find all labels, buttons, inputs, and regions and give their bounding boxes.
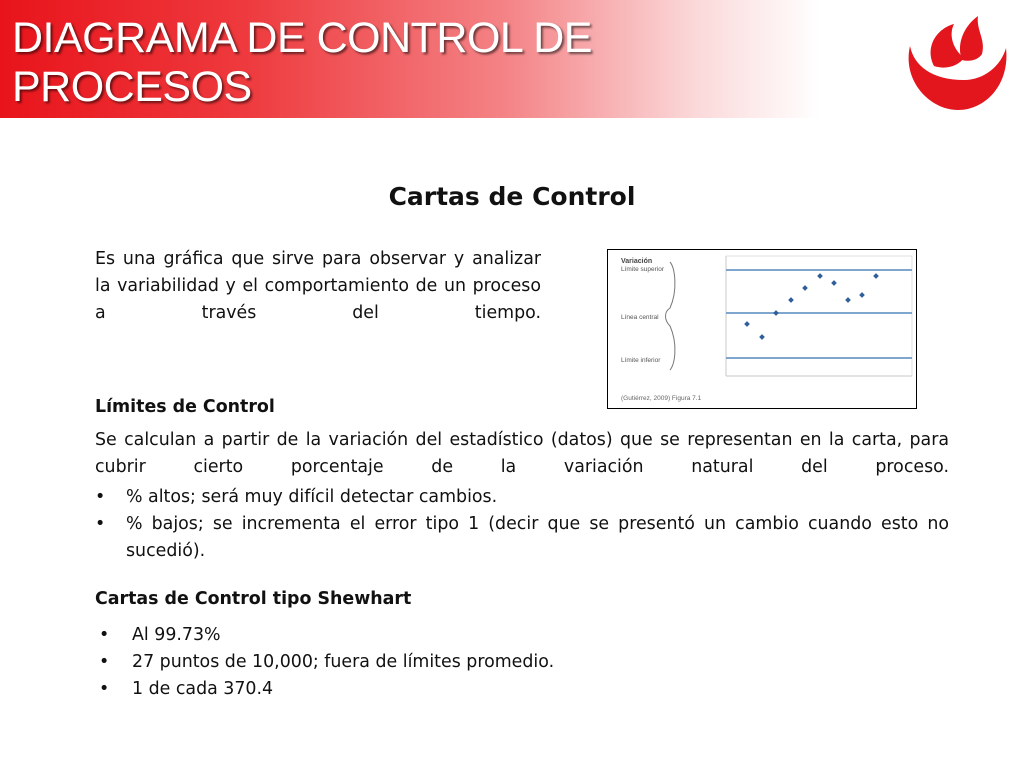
- list-item-text: 27 puntos de 10,000; fuera de límites promedio.: [132, 652, 555, 672]
- chart-point-4: [788, 297, 794, 303]
- chart-point-10: [873, 273, 879, 279]
- bullet-icon: •: [99, 625, 110, 645]
- chart-point-8: [845, 297, 851, 303]
- list-item-text: Al 99.73%: [132, 625, 221, 645]
- chart-point-2: [759, 334, 765, 340]
- list-item: [95, 511, 949, 565]
- chart-point-5: [802, 285, 808, 291]
- normal-curve: [666, 262, 675, 370]
- university-logo-icon: [902, 6, 1012, 114]
- figure-center-label: Línea central: [621, 314, 659, 321]
- chart-point-6: [817, 273, 823, 279]
- chart-point-9: [859, 292, 865, 298]
- list-item: [99, 676, 699, 703]
- bullet-icon: •: [99, 652, 110, 672]
- list-item-text: % altos; será muy difícil detectar cambios.: [126, 487, 498, 507]
- figure-upper-label: Límite superior: [621, 266, 664, 273]
- limits-title: Límites de Control: [95, 397, 275, 417]
- shewhart-bullet-list: [99, 622, 699, 703]
- bullet-icon: •: [95, 487, 106, 507]
- page-title: DIAGRAMA DE CONTROL DE PROCESOS: [12, 14, 592, 111]
- figure-lower-label: Límite inferior: [621, 357, 661, 364]
- shewhart-title: Cartas de Control tipo Shewhart: [95, 589, 412, 609]
- chart-point-1: [744, 321, 750, 327]
- limits-paragraph: Se calculan a partir de la variación del estadístico (datos) que se representan en la carta, para cubrir cierto porcentaje de la variación natural del proceso.: [95, 430, 949, 477]
- chart-point-3: [773, 310, 779, 316]
- list-item: [95, 484, 949, 511]
- figure-caption: (Gutiérrez, 2009) Figura 7.1: [621, 395, 702, 402]
- section-title: Cartas de Control: [388, 182, 636, 211]
- list-item: [99, 649, 699, 676]
- control-chart-figure: [607, 249, 917, 409]
- intro-paragraph: Es una gráfica que sirve para observar y analizar la variabilidad y el comportamiento de un proceso a través del tiempo.: [95, 249, 541, 323]
- chart-point-7: [831, 280, 837, 286]
- bullet-icon: •: [99, 679, 110, 699]
- list-item-text: 1 de cada 370.4: [132, 679, 274, 699]
- figure-variation-label: Variación: [621, 258, 653, 265]
- list-item-text: % bajos; se incrementa el error tipo 1 (decir que se presentó un cambio cuando esto no sucedió).: [126, 514, 949, 561]
- limits-bullet-list: [95, 484, 949, 565]
- bullet-icon: •: [95, 514, 106, 534]
- list-item: [99, 622, 699, 649]
